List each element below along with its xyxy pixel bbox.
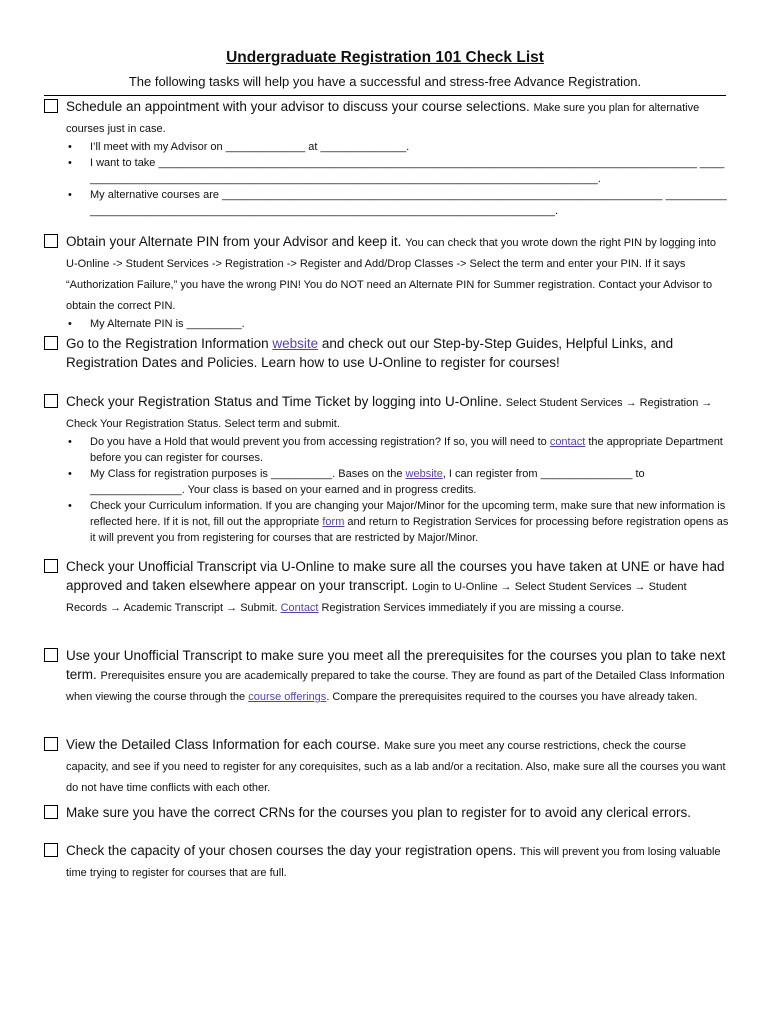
item-note: Make sure you meet any course restrictions, check the course capacity, and see if you need to register for any corequisites, such as a lab and/or a recitation. Also, make sure all the courses you want do not have time conflicts with each other. xyxy=(66,740,726,794)
website-link[interactable]: website xyxy=(405,468,443,480)
item-note: Prerequisites ensure you are academically prepared to take the course. They are found as part of the Detailed Class Information when viewing the course through the xyxy=(66,670,725,703)
list-item: • Do you have a Hold that would prevent you from accessing registration? If so, you will need to contact the appropriate Department before you can register for courses. xyxy=(68,436,723,464)
list-item: • My Alternate PIN is _________. xyxy=(68,318,245,330)
bullet-list xyxy=(44,434,729,546)
item-heading: Check your Registration Status and Time Ticket by logging into U-Online. xyxy=(66,394,502,409)
bullet-icon: • xyxy=(68,318,72,330)
item-heading: Check the capacity of your chosen courses the day your registration opens. xyxy=(66,843,517,858)
checkbox[interactable] xyxy=(44,234,58,248)
checklist-item-prerequisites: Use your Unofficial Transcript to make sure you meet all the prerequisites for the courses you plan to take next term. Prerequisites ensure you are academically prepared to take the course. They are found as part of the Detailed Class Information when viewing the course through the course offerings. Compare the prerequisites required to the courses you have already taken. xyxy=(44,646,729,707)
item-note: Select Student Services → Registration → Check Your Registration Status. Select term and submit. xyxy=(66,397,713,430)
item-note: You can check that you wrote down the right PIN by logging into U-Online -> Student Services -> Registration -> Register and Add/Drop Classes -> Select the term and enter your PIN. If it says “Authorization Failure,” you have the wrong PIN! You do NOT need an Alternate PIN for Summer registration. Contact your Advisor to obtain the correct PIN. xyxy=(66,237,717,312)
bullet-icon: • xyxy=(68,468,72,480)
course-offerings-link[interactable]: course offerings xyxy=(248,691,327,703)
list-item: • I want to take ________________________________________________________________________________________ _______________________________________________________________________________________. xyxy=(68,157,725,185)
checklist-item-class-information xyxy=(44,735,729,798)
divider xyxy=(44,95,726,96)
item-heading: Obtain your Alternate PIN from your Advisor and keep it. xyxy=(66,234,402,249)
bullet-list xyxy=(44,316,729,332)
bullet-icon: • xyxy=(68,157,72,169)
form-link[interactable]: form xyxy=(322,516,345,528)
checklist-item-unofficial-transcript: Check your Unofficial Transcript via U-Online to make sure all the courses you have taken at UNE or have had approved and taken elsewhere appear on your transcript. Login to U-Online → Select Student Services → Student Records → Academic Transcript → Submit. Contact Registration Services immediately if you are missing a course. xyxy=(44,557,729,618)
bullet-icon: • xyxy=(68,141,72,153)
checkbox[interactable] xyxy=(44,737,58,751)
item-heading: View the Detailed Class Information for each course. xyxy=(66,737,381,752)
item-note: Make sure you plan for alternative courses just in case. xyxy=(66,102,700,135)
contact-link[interactable]: contact xyxy=(549,436,586,448)
checklist-item-registration-status xyxy=(44,392,729,546)
item-heading: Check your Unofficial Transcript via U-Online to make sure all the courses you have taken at UNE or have had approved and taken elsewhere appear on your transcript. xyxy=(66,559,725,593)
checkbox[interactable] xyxy=(44,843,58,857)
checkbox[interactable] xyxy=(44,394,58,408)
bullet-icon: • xyxy=(68,500,72,512)
checkbox[interactable] xyxy=(44,648,58,662)
checklist-item-crns xyxy=(44,803,729,822)
website-link[interactable]: website xyxy=(272,336,319,351)
page-title: Undergraduate Registration 101 Check List xyxy=(226,49,544,66)
item-heading: Make sure you have the correct CRNs for the courses you plan to register for to avoid any clerical errors. xyxy=(66,805,692,820)
checkbox[interactable] xyxy=(44,805,58,819)
checklist-item-capacity xyxy=(44,841,729,883)
checkbox[interactable] xyxy=(44,559,58,573)
checklist-item-registration-info: Go to the Registration Information website and check out our Step-by-Step Guides, Helpful Links, and Registration Dates and Policies. Learn how to use U-Online to register for courses! xyxy=(44,334,729,372)
bullet-list xyxy=(44,139,729,219)
list-item: • My alternative courses are ________________________________________________________________________ ______________________________________________________________________________________. xyxy=(68,189,727,217)
bullet-icon: • xyxy=(68,436,72,448)
item-heading: Schedule an appointment with your advisor to discuss your course selections. xyxy=(66,99,530,114)
item-note: This will prevent you from losing valuable time trying to register for courses that are full. xyxy=(66,846,721,879)
checkbox[interactable] xyxy=(44,336,58,350)
item-note: Login to U-Online → Select Student Services → Student Records → Academic Transcript → Submit. xyxy=(66,581,687,614)
checklist-item-alternate-pin xyxy=(44,232,729,332)
list-item: • Check your Curriculum information. If you are changing your Major/Minor for the upcoming term, make sure that new information is reflected here. If it is not, fill out the appropriate form and return to Registration Services for processing before registration opens as it will prevent you from registering for courses that are restricted by Major/Minor. xyxy=(68,500,729,544)
bullet-icon: • xyxy=(68,189,72,201)
checkbox[interactable] xyxy=(44,99,58,113)
checklist-item-advisor-appointment xyxy=(44,97,729,219)
contact-link[interactable]: Contact xyxy=(280,602,319,614)
page-subtitle: The following tasks will help you have a successful and stress-free Advance Registration. xyxy=(128,74,642,89)
list-item: • I’ll meet with my Advisor on _____________ at ______________. xyxy=(68,141,410,153)
list-item: • My Class for registration purposes is __________. Bases on the website, I can register from _______________ to _______________. Your class is based on your earned and in progress credits. xyxy=(68,468,645,496)
item-heading: Go to the Registration Information xyxy=(66,336,273,351)
item-heading: Use your Unofficial Transcript to make sure you meet all the prerequisites for the courses you plan to take next term. xyxy=(66,648,726,682)
